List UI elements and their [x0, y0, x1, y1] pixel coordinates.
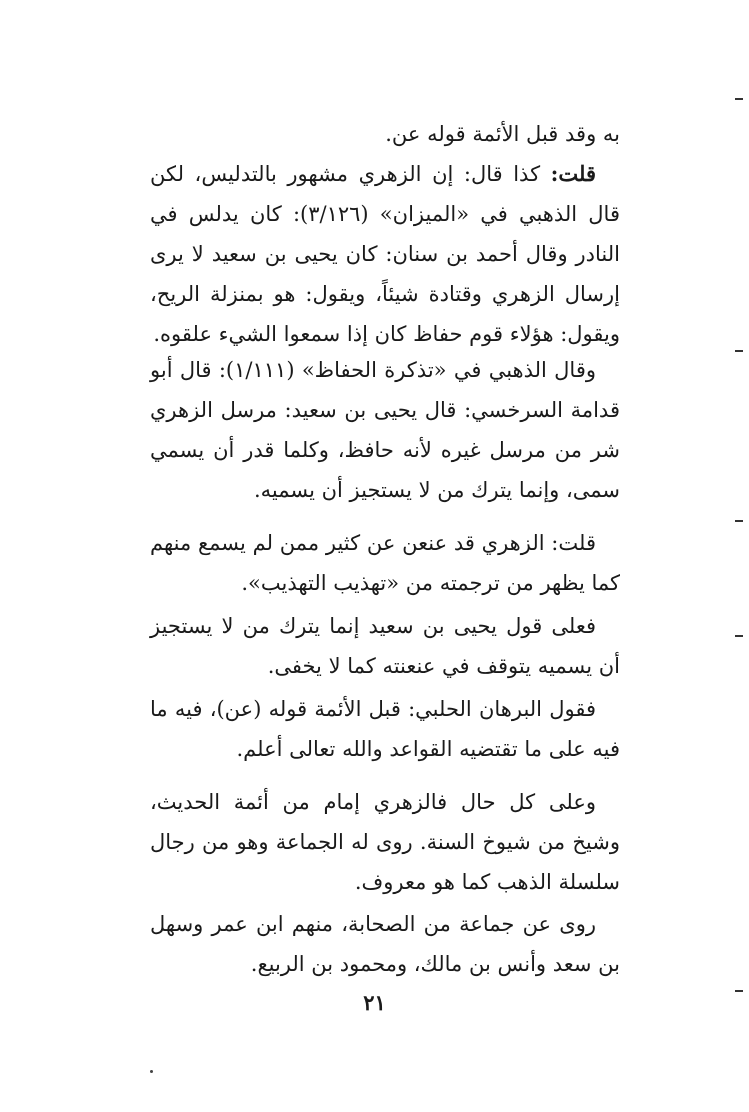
- text-block-7: [150, 904, 620, 984]
- page-number: ٢١: [363, 990, 386, 1015]
- paragraph-8: روى عن جماعة من الصحابة، منهم ابن عمر وسهل بن سعد وأنس بن مالك، ومحمود بن الربيع.: [150, 912, 620, 976]
- paragraph-1: به وقد قبل الأئمة قوله عن.: [385, 122, 620, 146]
- text-block-3: [150, 523, 620, 603]
- paragraph-5: فعلى قول يحيى بن سعيد إنما يترك من لا يستجيز أن يسميه يتوقف في عنعنته كما لا يخفى.: [150, 614, 620, 678]
- paragraph-6: فقول البرهان الحلبي: قبل الأئمة قوله (عن)، فيه ما فيه على ما تقتضيه القواعد والله تعالى أعلم.: [150, 697, 620, 761]
- paragraph-4: قلت: الزهري قد عنعن عن كثير ممن لم يسمع منهم كما يظهر من ترجمته من «تهذيب التهذيب».: [150, 531, 620, 595]
- margin-mark: [735, 98, 743, 100]
- paragraph-2-lead: قلت:: [550, 161, 596, 186]
- paragraph-3: وقال الذهبي في «تذكرة الحفاظ» (١/١١١): قال أبو قدامة السرخسي: قال يحيى بن سعيد: مرسل الزهري شر من مرسل غيره لأنه حافظ، وكلما قدر أن يسمي سمى، وإنما يترك من لا يستجيز أن يسميه.: [150, 358, 620, 502]
- margin-dot: [150, 1070, 153, 1073]
- paragraph-7: وعلى كل حال فالزهري إمام من أئمة الحديث، وشيخ من شيوخ السنة. روى له الجماعة وهو من رجال سلسلة الذهب كما هو معروف.: [150, 790, 620, 894]
- margin-mark: [735, 520, 743, 522]
- paragraph-2: قلت: كذا قال: إن الزهري مشهور بالتدليس، لكن قال الذهبي في «الميزان» (٣/١٢٦): كان يدلس في النادر وقال أحمد بن سنان: كان يحيى بن سعيد لا يرى إرسال الزهري وقتادة شيئاً، ويقول: هو بمنزلة الريح، ويقول: هؤلاء قوم حفاظ كان إذا سمعوا الشيء علقوه.: [150, 161, 620, 346]
- text-block-4: [150, 606, 620, 686]
- text-block-2: [150, 350, 620, 510]
- text-block-1: [150, 114, 620, 354]
- margin-mark: [735, 635, 743, 637]
- margin-mark: [735, 350, 743, 352]
- text-block-6: [150, 782, 620, 902]
- text-block-5: [150, 689, 620, 769]
